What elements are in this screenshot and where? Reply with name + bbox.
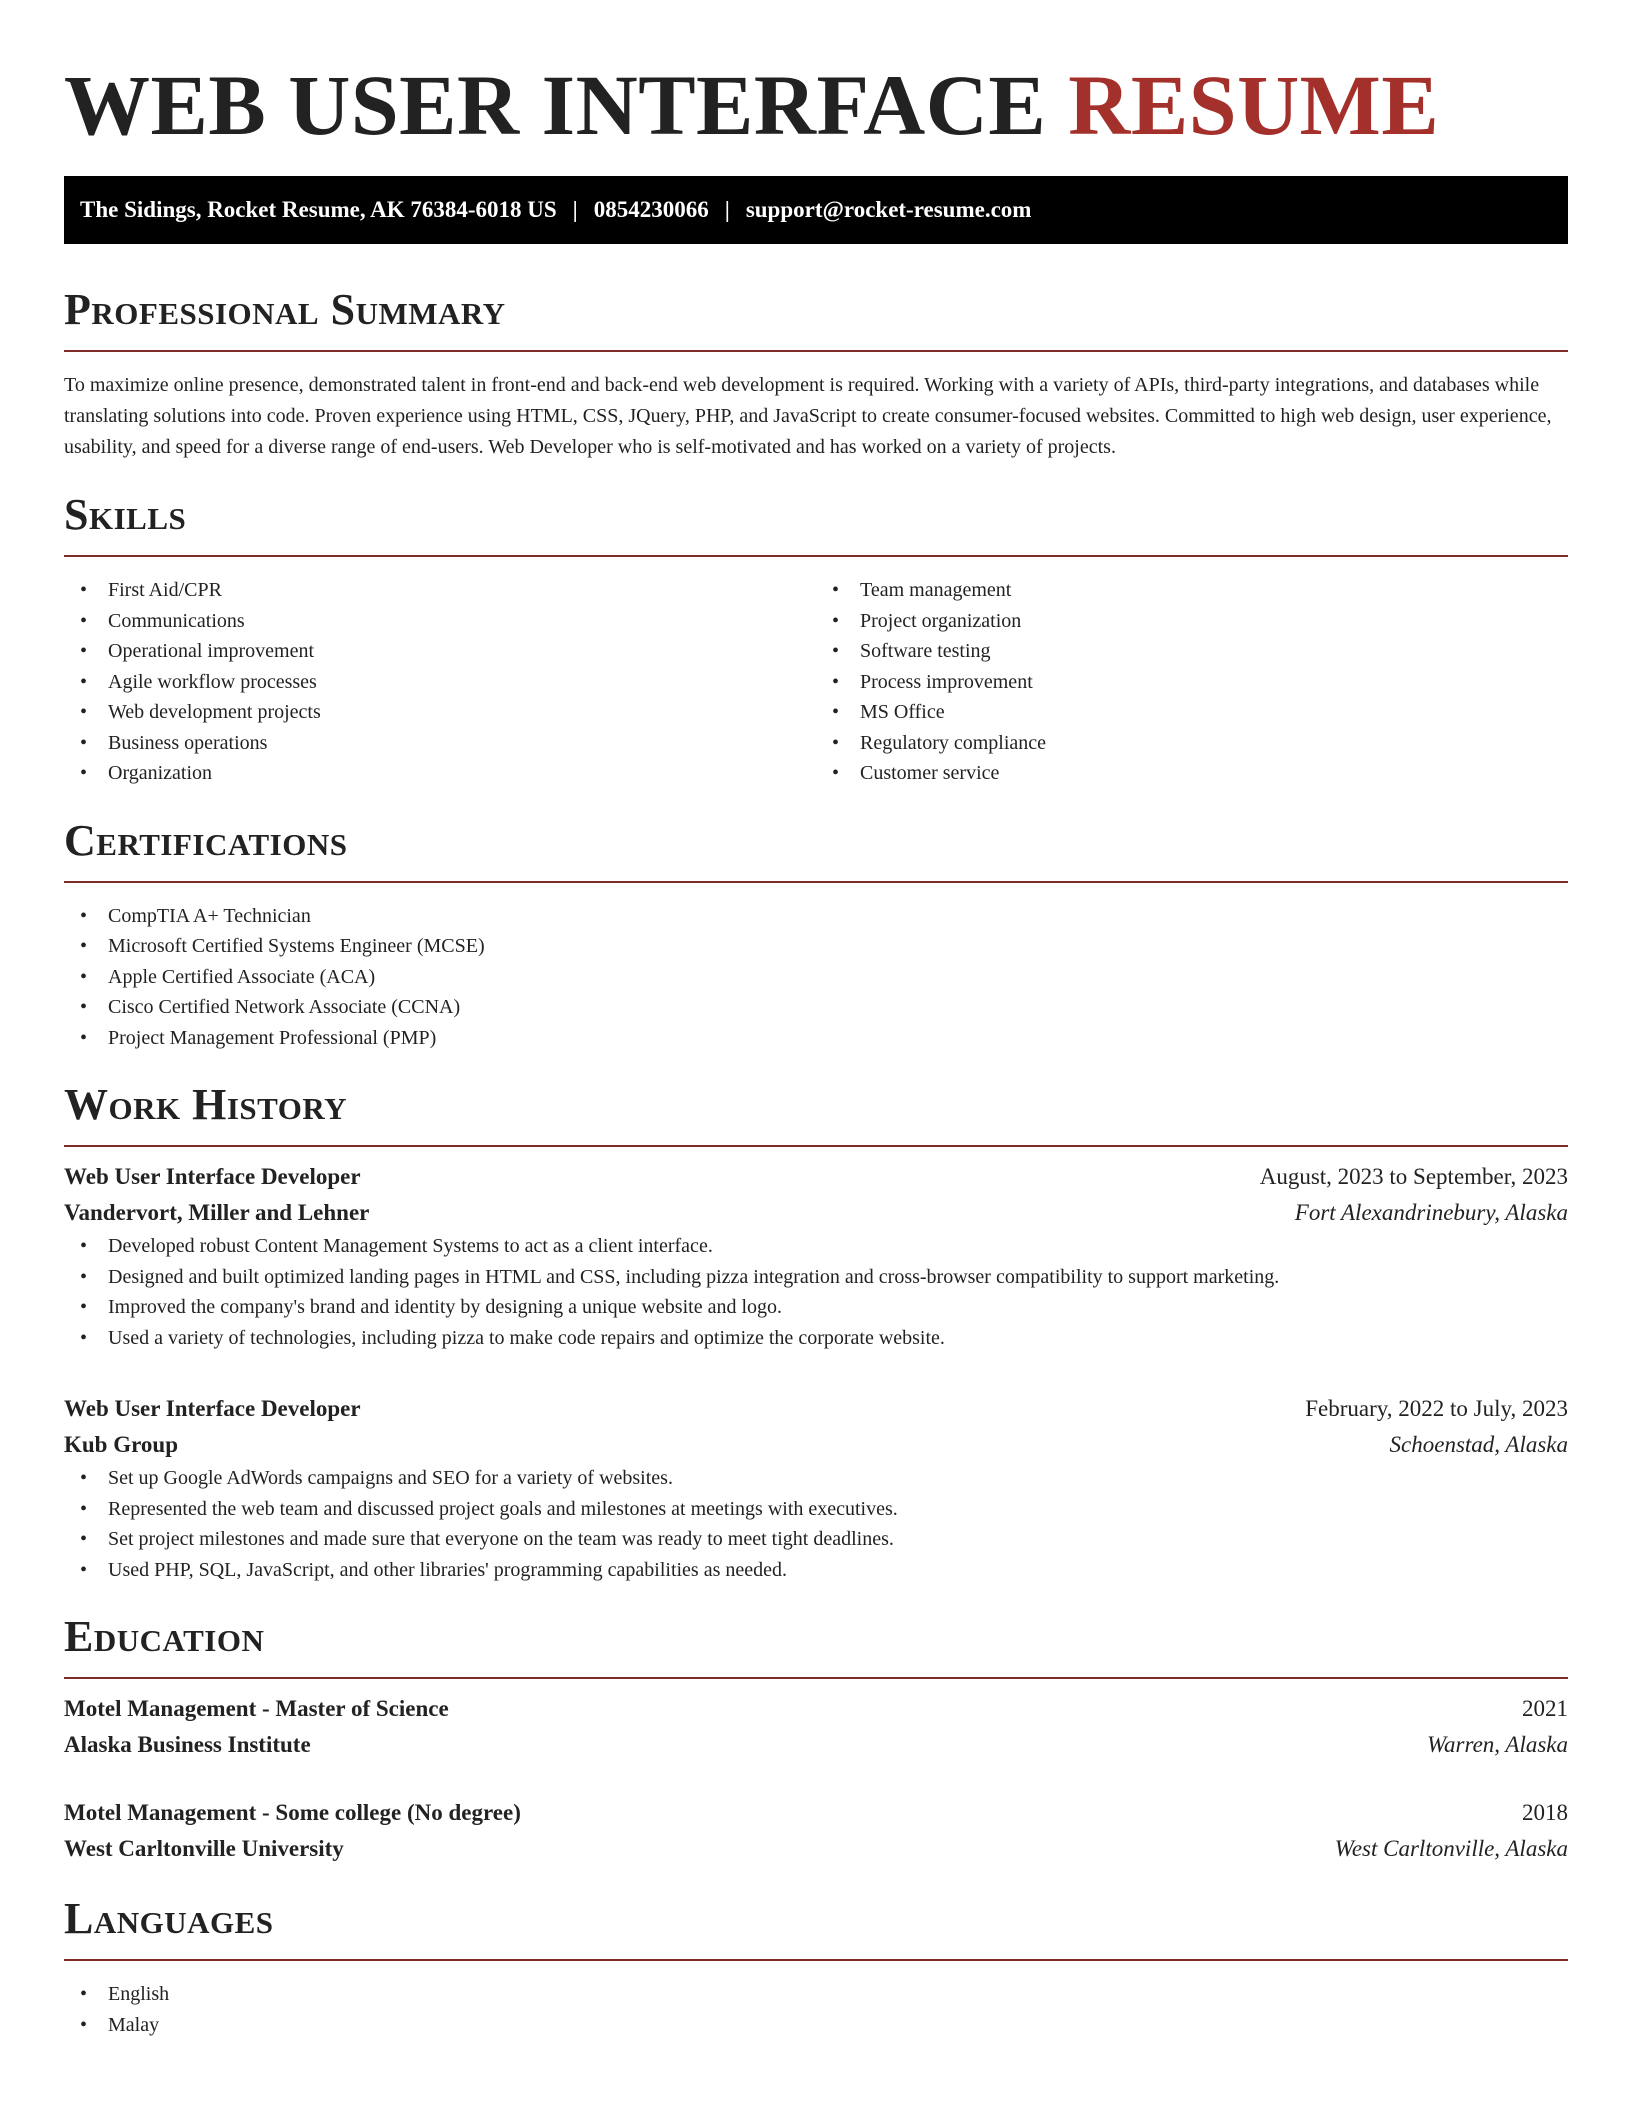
certification-item: • Project Management Professional (PMP) <box>64 1023 1568 1054</box>
skill-item: • First Aid/CPR <box>64 575 816 606</box>
job-header-row <box>64 1159 1568 1195</box>
skill-item: • Project organization <box>816 606 1568 637</box>
summary-text: To maximize online presence, demonstrated talent in front-end and back-end web development is required. Working with a variety of APIs, third-party integrations, and databases while translating solutions into code. Proven experience using HTML, CSS, JQuery, PHP, and JavaScript to create consumer-focused websites. Committed to high web design, user experience, usability, and speed for a diverse range of end-users. Web Developer who is self-motivated and has worked on a variety of projects. <box>64 374 1552 458</box>
skills-list-left <box>64 575 816 789</box>
job-title: Web User Interface Developer <box>64 1164 361 1189</box>
job-duties-list <box>64 1231 1568 1353</box>
language-item: • Malay <box>64 2010 1568 2041</box>
section-work-history <box>64 1081 1568 1585</box>
section-divider <box>64 350 1568 352</box>
skill-item: • Web development projects <box>64 697 816 728</box>
languages-list <box>64 1979 1568 2040</box>
section-divider <box>64 1959 1568 1961</box>
skills-grid <box>64 575 1568 789</box>
section-divider <box>64 1677 1568 1679</box>
education-degree: Motel Management - Master of Science <box>64 1696 449 1721</box>
certification-item: • CompTIA A+ Technician <box>64 901 1568 932</box>
job-duty-item: • Used a variety of technologies, including pizza to make code repairs and optimize the corporate website. <box>64 1323 1568 1354</box>
title-main: WEB USER INTERFACE <box>64 57 1069 153</box>
skill-item: • Team management <box>816 575 1568 606</box>
resume-title <box>64 56 1568 154</box>
section-skills <box>64 491 1568 789</box>
skill-item: • Regulatory compliance <box>816 728 1568 759</box>
job-company-row <box>64 1195 1568 1231</box>
job-duties-list <box>64 1463 1568 1585</box>
education-school: Alaska Business Institute <box>64 1732 311 1757</box>
section-education <box>64 1613 1568 1867</box>
contact-phone: 0854230066 <box>593 197 709 222</box>
job-dates: February, 2022 to July, 2023 <box>1305 1396 1568 1421</box>
job-title: Web User Interface Developer <box>64 1396 361 1421</box>
job-duty-item: • Improved the company's brand and identity by designing a unique website and logo. <box>64 1292 1568 1323</box>
education-year: 2021 <box>1522 1696 1568 1721</box>
language-item: • English <box>64 1979 1568 2010</box>
education-school: West Carltonville University <box>64 1836 344 1861</box>
job-duty-item: • Represented the web team and discussed project goals and milestones at meetings with executives. <box>64 1494 1568 1525</box>
section-title: Education <box>64 1612 265 1661</box>
skill-item: • Software testing <box>816 636 1568 667</box>
certification-item: • Cisco Certified Network Associate (CCNA) <box>64 992 1568 1023</box>
job-location: Schoenstad, Alaska <box>1389 1432 1568 1457</box>
section-title: Languages <box>64 1894 274 1943</box>
job-company-row <box>64 1427 1568 1463</box>
skill-item: • MS Office <box>816 697 1568 728</box>
section-divider <box>64 555 1568 557</box>
education-header-row <box>64 1795 1568 1831</box>
skill-item: • Agile workflow processes <box>64 667 816 698</box>
job-dates: August, 2023 to September, 2023 <box>1259 1164 1568 1189</box>
section-languages <box>64 1895 1568 2040</box>
education-entry <box>64 1691 1568 1763</box>
skill-item: • Process improvement <box>816 667 1568 698</box>
title-accent: RESUME <box>1068 57 1440 153</box>
job-duty-item: • Designed and built optimized landing pages in HTML and CSS, including pizza integration and cross-browser compatibility to support marketing. <box>64 1262 1568 1293</box>
job-duty-item: • Developed robust Content Management Systems to act as a client interface. <box>64 1231 1568 1262</box>
education-location: Warren, Alaska <box>1427 1732 1568 1757</box>
skill-item: • Organization <box>64 758 816 789</box>
section-title: Skills <box>64 490 187 539</box>
job-duty-item: • Used PHP, SQL, JavaScript, and other libraries' programming capabilities as needed. <box>64 1555 1568 1586</box>
job-header-row <box>64 1391 1568 1427</box>
contact-separator: | <box>572 197 578 222</box>
section-title: Professional Summary <box>64 285 506 334</box>
skill-item: • Operational improvement <box>64 636 816 667</box>
section-professional-summary <box>64 286 1568 463</box>
education-degree: Motel Management - Some college (No degree) <box>64 1800 521 1825</box>
section-title: Work History <box>64 1080 348 1129</box>
job-entry <box>64 1391 1568 1585</box>
education-entry <box>64 1795 1568 1867</box>
job-location: Fort Alexandrinebury, Alaska <box>1294 1200 1568 1225</box>
contact-separator: | <box>724 197 730 222</box>
skills-list-right <box>816 575 1568 789</box>
skill-item: • Customer service <box>816 758 1568 789</box>
job-duty-item: • Set project milestones and made sure that everyone on the team was ready to meet tight deadlines. <box>64 1524 1568 1555</box>
certification-item: • Microsoft Certified Systems Engineer (MCSE) <box>64 931 1568 962</box>
contact-email: support@rocket-resume.com <box>745 197 1032 222</box>
certifications-list <box>64 901 1568 1054</box>
section-title: Certifications <box>64 815 348 865</box>
section-divider <box>64 1145 1568 1147</box>
contact-bar <box>64 176 1568 244</box>
job-duty-item: • Set up Google AdWords campaigns and SEO for a variety of websites. <box>64 1463 1568 1494</box>
education-year: 2018 <box>1522 1800 1568 1825</box>
education-location: West Carltonville, Alaska <box>1334 1836 1568 1861</box>
job-entry <box>64 1159 1568 1353</box>
education-school-row <box>64 1727 1568 1763</box>
section-certifications <box>64 817 1568 1054</box>
job-company: Vandervort, Miller and Lehner <box>64 1200 370 1225</box>
certification-item: • Apple Certified Associate (ACA) <box>64 962 1568 993</box>
education-school-row <box>64 1831 1568 1867</box>
skill-item: • Business operations <box>64 728 816 759</box>
skill-item: • Communications <box>64 606 816 637</box>
contact-address: The Sidings, Rocket Resume, AK 76384-6018 US <box>80 197 557 222</box>
job-company: Kub Group <box>64 1432 178 1457</box>
section-divider <box>64 881 1568 883</box>
education-header-row <box>64 1691 1568 1727</box>
